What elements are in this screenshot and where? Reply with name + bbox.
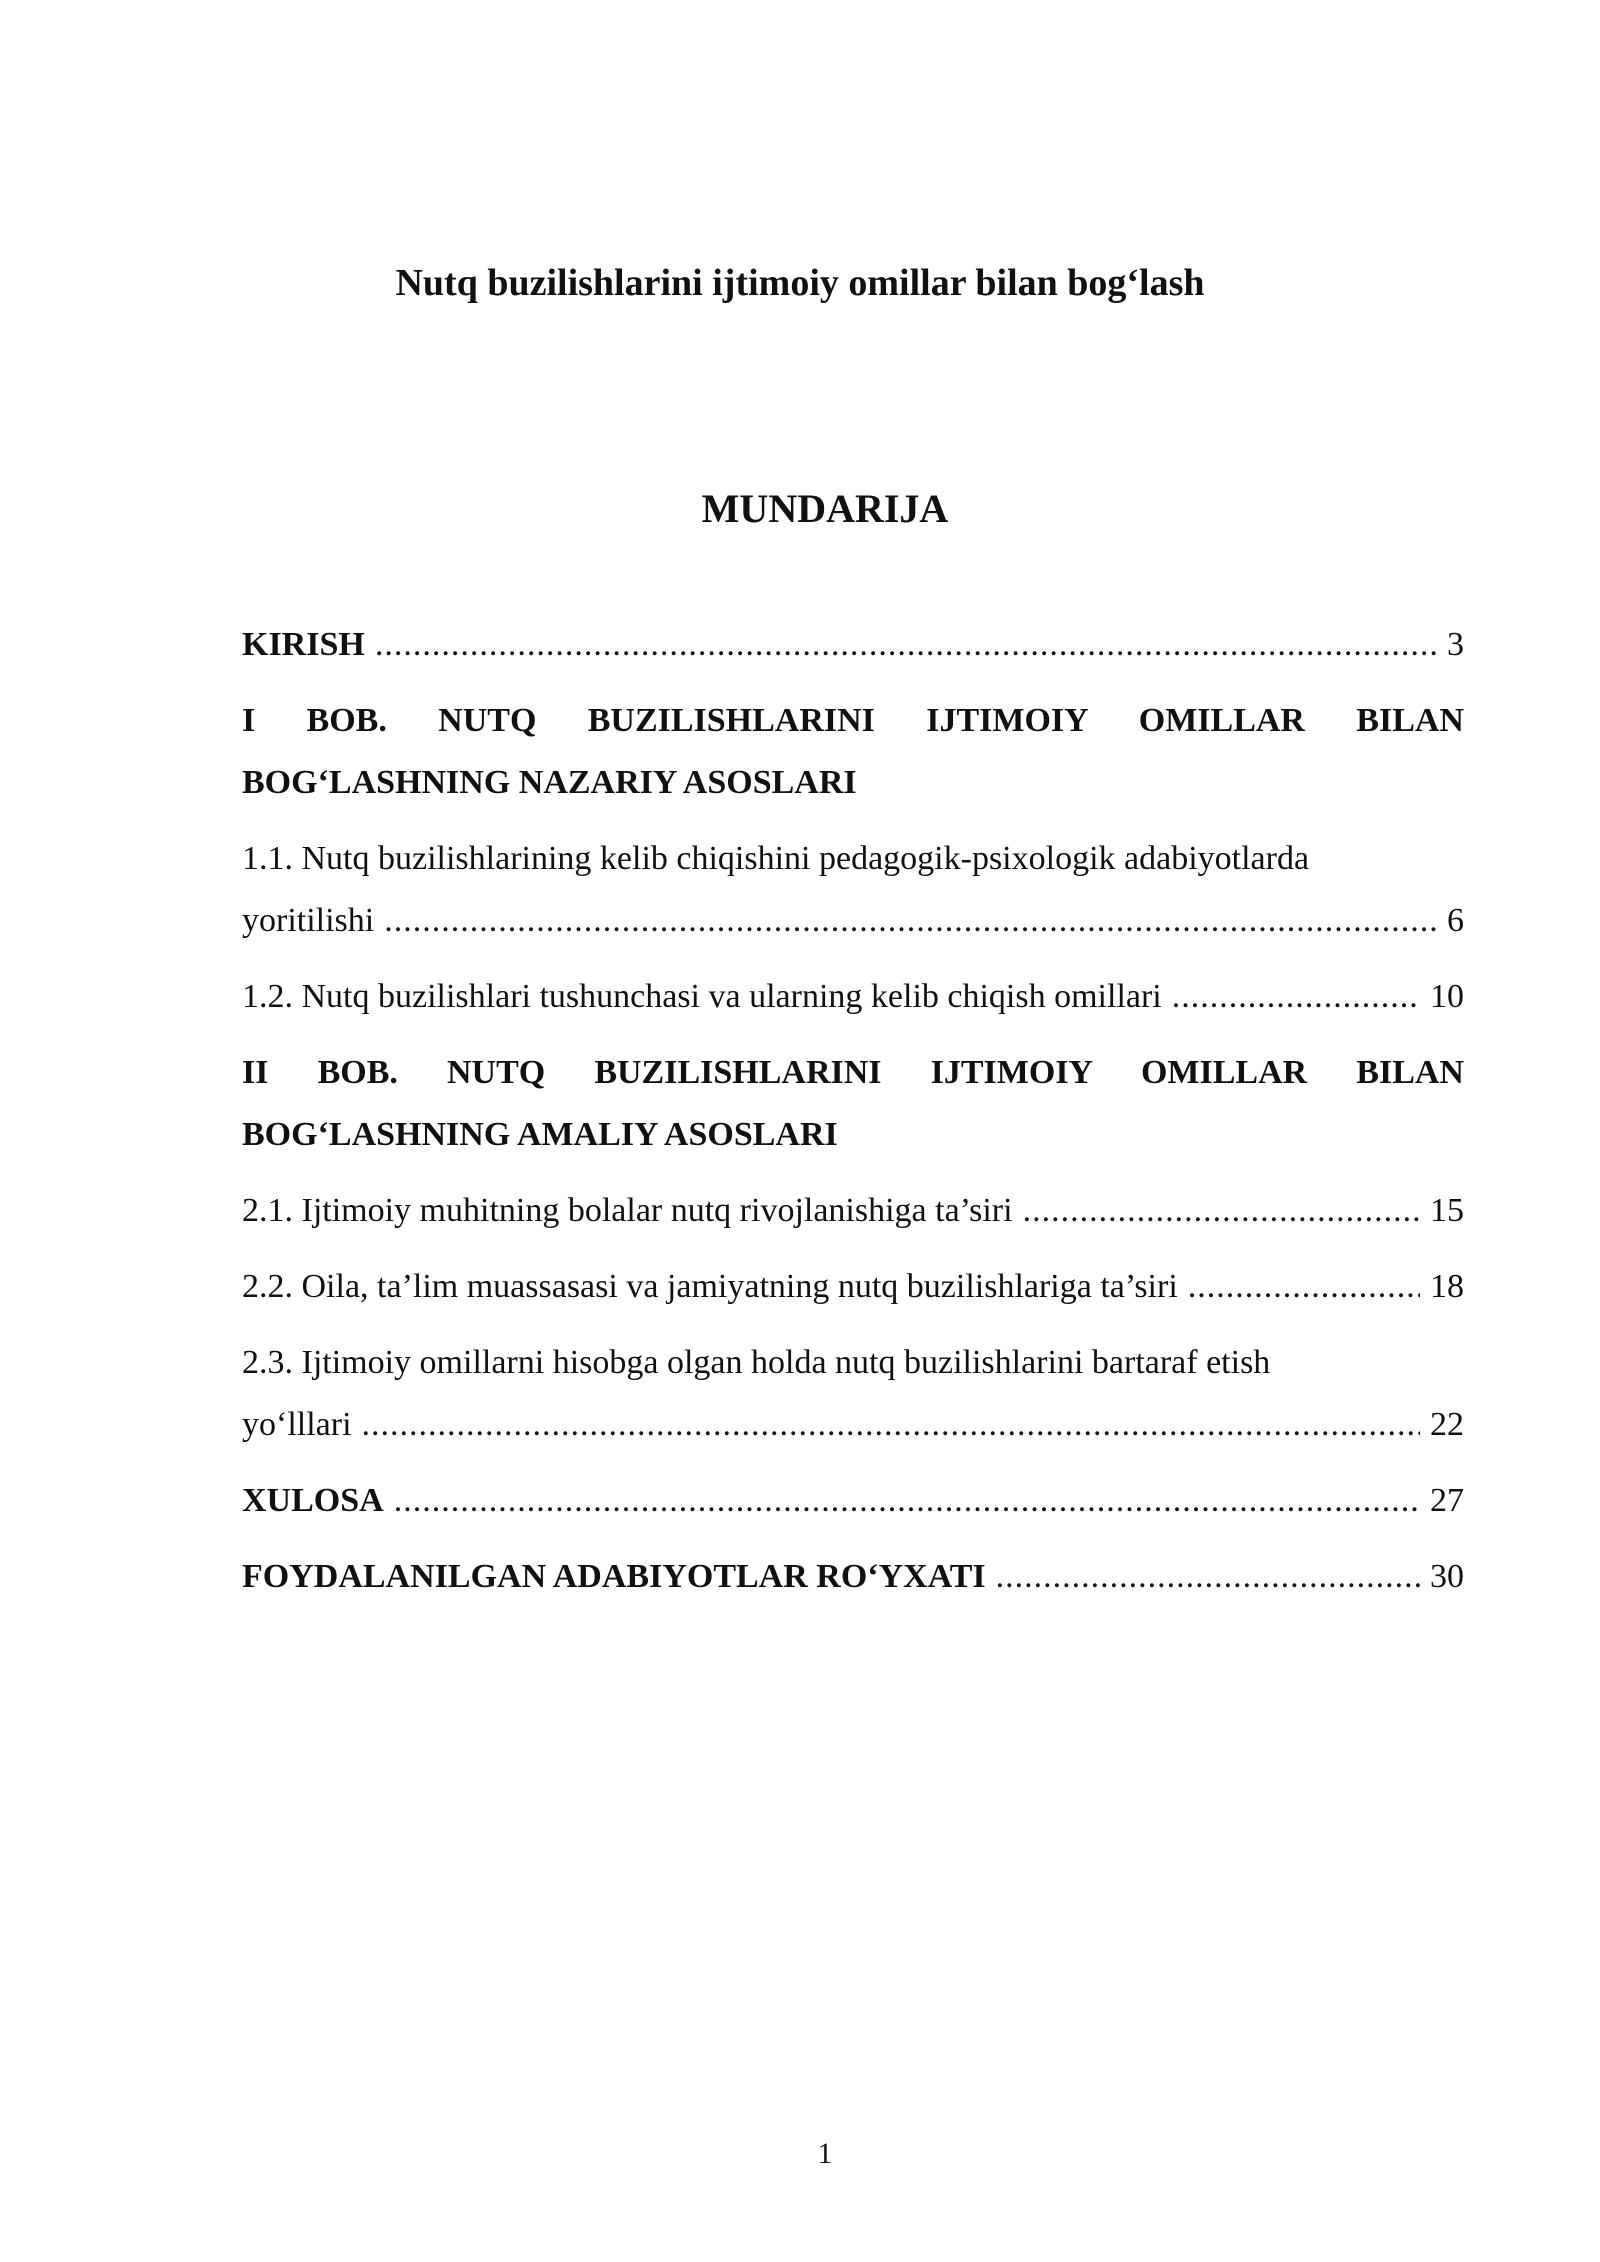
toc-chapter-1 bbox=[242, 690, 1464, 814]
dot-leader bbox=[362, 1394, 1420, 1456]
toc-entry-xulosa bbox=[242, 1470, 1464, 1532]
chapter-title-line: I BOB. NUTQ BUZILISHLARINI IJTIMOIY OMILLAR BILAN bbox=[242, 702, 1464, 739]
toc-entry-label: FOYDALANILGAN ADABIYOTLAR RO‘YXATI bbox=[242, 1558, 986, 1595]
dot-leader bbox=[1172, 966, 1420, 1028]
toc-entry-label-continued: yoritilishi bbox=[242, 902, 375, 939]
toc-entry-kirish bbox=[242, 614, 1464, 676]
toc-page-number: 18 bbox=[1430, 1268, 1464, 1305]
toc-entry-label: 2.1. Ijtimoiy muhitning bolalar nutq rivojlanishiga ta’siri bbox=[242, 1192, 1013, 1229]
toc-entry-adabiyotlar bbox=[242, 1546, 1464, 1608]
page-number: 1 bbox=[817, 2137, 833, 2170]
toc-chapter-2 bbox=[242, 1042, 1464, 1166]
chapter-title-line: BOG‘LASHNING AMALIY ASOSLARI bbox=[242, 1116, 838, 1153]
toc-page-number: 10 bbox=[1430, 978, 1464, 1015]
chapter-title-line: BOG‘LASHNING NAZARIY ASOSLARI bbox=[242, 764, 857, 801]
toc-entry-2-3 bbox=[242, 1332, 1464, 1456]
dot-leader bbox=[996, 1546, 1420, 1608]
toc-page-number: 15 bbox=[1430, 1192, 1464, 1229]
toc-heading: MUNDARIJA bbox=[701, 486, 949, 531]
dot-leader bbox=[1023, 1180, 1420, 1242]
toc-page-number: 30 bbox=[1430, 1558, 1464, 1595]
toc-page-number: 27 bbox=[1430, 1482, 1464, 1519]
toc-page-number: 3 bbox=[1447, 626, 1464, 663]
toc-entry-1-2 bbox=[242, 966, 1464, 1028]
table-of-contents bbox=[242, 614, 1464, 1622]
toc-entry-label: 2.2. Oila, ta’lim muassasasi va jamiyatning nutq buzilishlariga ta’siri bbox=[242, 1268, 1178, 1305]
dot-leader bbox=[375, 614, 1437, 676]
toc-entry-label: 1.1. Nutq buzilishlarining kelib chiqishini pedagogik-psixologik adabiyotlarda bbox=[242, 840, 1310, 877]
toc-page-number: 6 bbox=[1447, 902, 1464, 939]
document-title: Nutq buzilishlarini ijtimoiy omillar bilan bog‘lash bbox=[395, 262, 1205, 304]
toc-entry-label-continued: yo‘lllari bbox=[242, 1406, 352, 1443]
toc-entry-2-2 bbox=[242, 1256, 1464, 1318]
toc-page-number: 22 bbox=[1430, 1406, 1464, 1443]
toc-entry-label: KIRISH bbox=[242, 626, 365, 663]
toc-entry-1-1 bbox=[242, 828, 1464, 952]
dot-leader bbox=[384, 890, 1437, 952]
chapter-title-line: II BOB. NUTQ BUZILISHLARINI IJTIMOIY OMILLAR BILAN bbox=[242, 1054, 1464, 1091]
dot-leader bbox=[394, 1470, 1420, 1532]
toc-entry-label: XULOSA bbox=[242, 1482, 384, 1519]
toc-entry-2-1 bbox=[242, 1180, 1464, 1242]
dot-leader bbox=[1188, 1256, 1420, 1318]
toc-entry-label: 1.2. Nutq buzilishlari tushunchasi va ularning kelib chiqish omillari bbox=[242, 978, 1162, 1015]
toc-entry-label: 2.3. Ijtimoiy omillarni hisobga olgan holda nutq buzilishlarini bartaraf etish bbox=[242, 1344, 1271, 1381]
